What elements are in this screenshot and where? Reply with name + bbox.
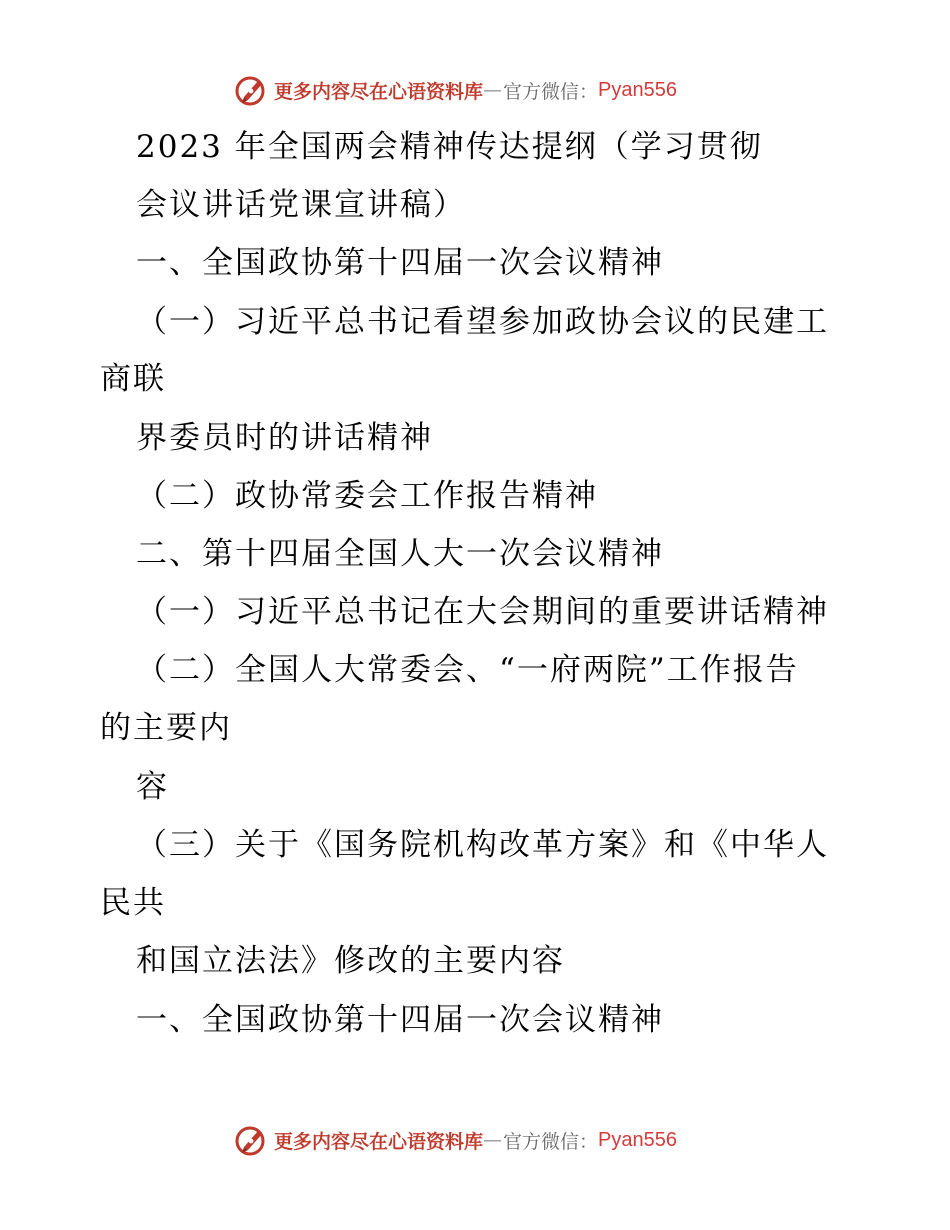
section-heading-1-repeat: 一、全国政协第十四届一次会议精神 bbox=[136, 1002, 664, 1038]
watermark-wechat-id: Pyan556 bbox=[598, 1128, 677, 1151]
subsection-2-3-cont-b: 和国立法法》修改的主要内容 bbox=[136, 943, 565, 979]
subsection-2-2-cont-b: 容 bbox=[136, 769, 169, 805]
watermark-wechat-label: 官方微信： bbox=[503, 1130, 599, 1153]
subsection-1-1-cont-a: 商联 bbox=[100, 361, 166, 397]
section-heading-2: 二、第十四届全国人大一次会议精神 bbox=[136, 536, 664, 572]
watermark-wechat-label: 官方微信： bbox=[503, 80, 599, 103]
pen-logo-icon bbox=[234, 73, 268, 107]
section-heading-1: 一、全国政协第十四届一次会议精神 bbox=[136, 245, 664, 281]
subsection-2-2: （二）全国人大常委会、“一府两院”工作报告 bbox=[136, 652, 799, 688]
subsection-1-1-cont-b: 界委员时的讲话精神 bbox=[136, 420, 433, 456]
doc-title-line-2: 会议讲话党课宣讲稿） bbox=[136, 187, 466, 223]
watermark-title: 更多内容尽在心语资料库 bbox=[274, 1130, 484, 1153]
doc-title-line-1: 2023 年全国两会精神传达提纲（学习贯彻 bbox=[136, 129, 763, 165]
subsection-2-2-cont-a: 的主要内 bbox=[100, 710, 232, 746]
subsection-2-1: （一）习近平总书记在大会期间的重要讲话精神 bbox=[136, 594, 829, 630]
subsection-1-1: （一）习近平总书记看望参加政协会议的民建工 bbox=[136, 304, 829, 340]
subsection-2-3: （三）关于《国务院机构改革方案》和《中华人 bbox=[136, 827, 829, 863]
subsection-2-3-cont-a: 民共 bbox=[100, 885, 166, 921]
watermark-title: 更多内容尽在心语资料库 bbox=[274, 80, 484, 103]
subsection-1-2: （二）政协常委会工作报告精神 bbox=[136, 478, 598, 514]
watermark-wechat-id: Pyan556 bbox=[598, 78, 677, 101]
pen-logo-icon bbox=[234, 1123, 268, 1157]
watermark-separator: — bbox=[483, 79, 504, 101]
watermark-separator: — bbox=[483, 1129, 504, 1151]
footer-watermark bbox=[234, 1122, 677, 1158]
header-watermark bbox=[234, 72, 677, 108]
